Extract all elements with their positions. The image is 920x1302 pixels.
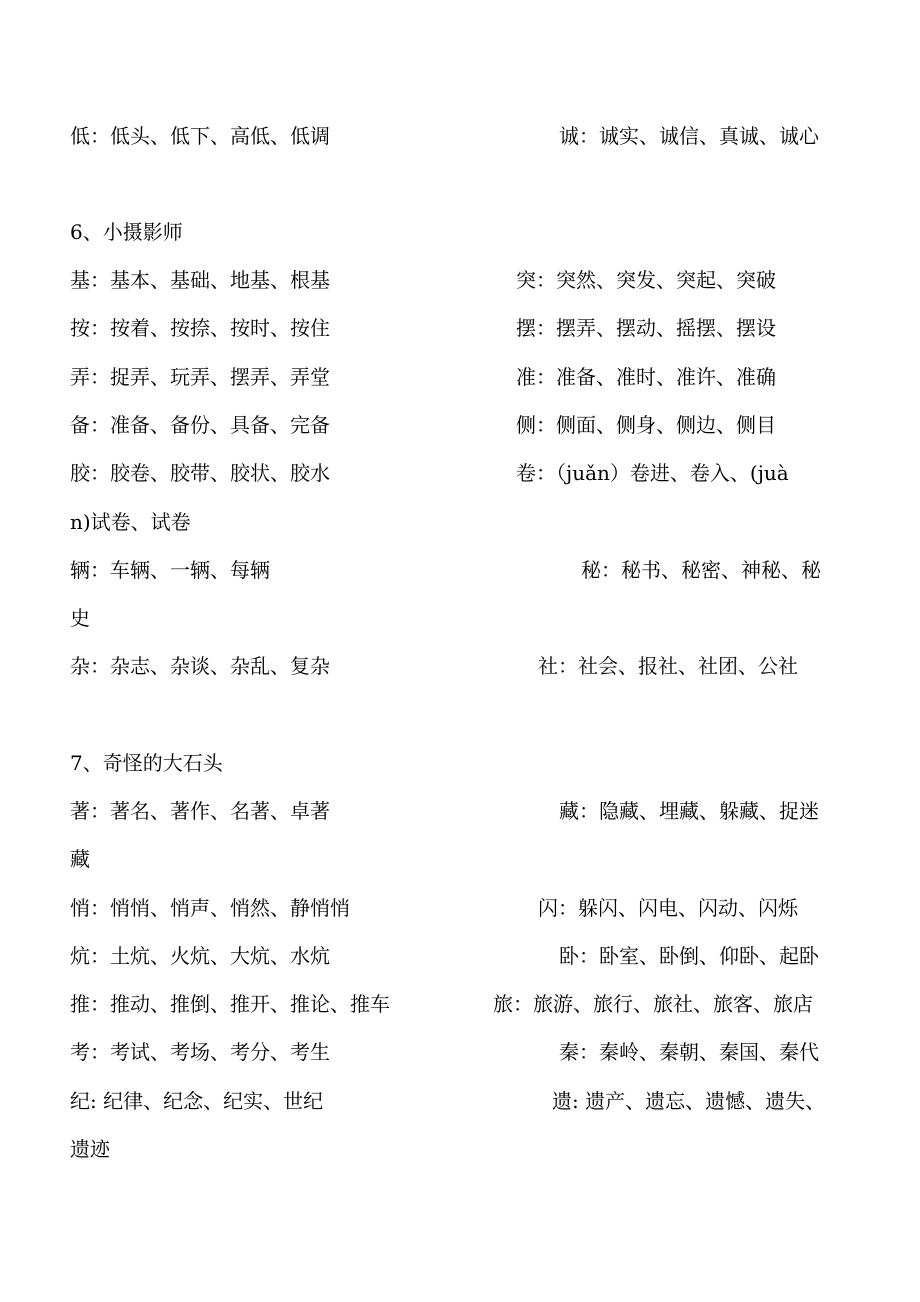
right-entry bbox=[559, 1037, 819, 1067]
section-heading: 7、奇怪的大石头 bbox=[70, 751, 223, 775]
entry-char: 侧 bbox=[516, 413, 536, 437]
entry-words: ：捉弄、玩弄、摆弄、弄堂 bbox=[90, 365, 330, 389]
right-entry bbox=[516, 362, 776, 392]
entry-char: 胶 bbox=[70, 461, 90, 485]
entry-char: 备 bbox=[70, 413, 90, 437]
right-entry bbox=[538, 651, 798, 681]
entry-char: 突 bbox=[516, 268, 536, 292]
entry-words: ：车辆、一辆、每辆 bbox=[90, 558, 270, 582]
wrapped-line: n)试卷、试卷 bbox=[70, 510, 191, 534]
wrapped-line: 遗迹 bbox=[70, 1137, 110, 1161]
entry-line bbox=[70, 362, 850, 392]
entry-words: ：准备、备份、具备、完备 bbox=[90, 413, 330, 437]
entry-char: 旅 bbox=[493, 992, 513, 1016]
entry-char: 卷 bbox=[516, 461, 536, 485]
entry-char: 辆 bbox=[70, 558, 90, 582]
entry-words: ：旅游、旅行、旅社、旅客、旅店 bbox=[513, 992, 813, 1016]
right-entry bbox=[516, 265, 776, 295]
entry-line bbox=[70, 1037, 850, 1067]
entry-words: : 纪律、纪念、纪实、世纪 bbox=[90, 1089, 324, 1113]
entry-char: 秦 bbox=[559, 1040, 579, 1064]
left-entry bbox=[70, 893, 350, 923]
entry-words: ：诚实、诚信、真诚、诚心 bbox=[579, 124, 819, 148]
entry-char: 诚 bbox=[559, 124, 579, 148]
left-entry bbox=[70, 362, 330, 392]
entry-words: ：侧面、侧身、侧边、侧目 bbox=[536, 413, 776, 437]
entry-char: 推 bbox=[70, 992, 90, 1016]
left-entry bbox=[70, 265, 330, 295]
right-entry bbox=[516, 458, 789, 488]
entry-words: ：秘书、秘密、神秘、秘 bbox=[601, 558, 821, 582]
entry-words: ：（juǎn）卷进、卷入、(juà bbox=[536, 461, 789, 485]
entry-line bbox=[70, 796, 850, 826]
entry-char: 著 bbox=[70, 799, 90, 823]
wrapped-line: 藏 bbox=[70, 847, 90, 871]
entry-words: ：秦岭、秦朝、秦国、秦代 bbox=[579, 1040, 819, 1064]
entry-words: ：社会、报社、社团、公社 bbox=[558, 654, 798, 678]
entry-words: ：胶卷、胶带、胶状、胶水 bbox=[90, 461, 330, 485]
entry-words: ：隐藏、埋藏、躲藏、捉迷 bbox=[579, 799, 819, 823]
right-entry bbox=[538, 893, 798, 923]
entry-char: 弄 bbox=[70, 365, 90, 389]
entry-words: ：土炕、火炕、大炕、水炕 bbox=[90, 944, 330, 968]
entry-char: 低 bbox=[70, 124, 90, 148]
entry-words: ：按着、按捺、按时、按住 bbox=[90, 316, 330, 340]
entry-char: 社 bbox=[538, 654, 558, 678]
left-entry bbox=[70, 651, 330, 681]
entry-line bbox=[70, 458, 850, 488]
entry-words: ：卧室、卧倒、仰卧、起卧 bbox=[579, 944, 819, 968]
right-entry bbox=[516, 410, 776, 440]
left-entry bbox=[70, 796, 330, 826]
left-entry bbox=[70, 941, 330, 971]
entry-char: 杂 bbox=[70, 654, 90, 678]
entry-char: 卧 bbox=[559, 944, 579, 968]
left-entry bbox=[70, 458, 330, 488]
entry-words: ：著名、著作、名著、卓著 bbox=[90, 799, 330, 823]
right-entry bbox=[559, 121, 819, 151]
entry-words: ：躲闪、闪电、闪动、闪烁 bbox=[558, 896, 798, 920]
left-entry bbox=[70, 555, 270, 585]
entry-line bbox=[70, 651, 850, 681]
left-entry bbox=[70, 1086, 323, 1116]
right-entry bbox=[559, 796, 819, 826]
right-entry bbox=[516, 313, 776, 343]
entry-char: 按 bbox=[70, 316, 90, 340]
entry-char: 悄 bbox=[70, 896, 90, 920]
entry-words: ：悄悄、悄声、悄然、静悄悄 bbox=[90, 896, 350, 920]
entry-char: 考 bbox=[70, 1040, 90, 1064]
left-entry bbox=[70, 1037, 330, 1067]
entry-words: ：考试、考场、考分、考生 bbox=[90, 1040, 330, 1064]
entry-line bbox=[70, 555, 850, 585]
left-entry bbox=[70, 410, 330, 440]
entry-line bbox=[70, 265, 850, 295]
entry-line bbox=[70, 410, 850, 440]
entry-char: 摆 bbox=[516, 316, 536, 340]
left-entry bbox=[70, 121, 330, 151]
entry-words: ：准备、准时、准许、准确 bbox=[536, 365, 776, 389]
entry-char: 准 bbox=[516, 365, 536, 389]
entry-line bbox=[70, 313, 850, 343]
right-entry bbox=[493, 989, 813, 1019]
section-heading: 6、小摄影师 bbox=[70, 220, 183, 244]
entry-char: 藏 bbox=[559, 799, 579, 823]
right-entry bbox=[581, 555, 821, 585]
entry-line bbox=[70, 989, 850, 1019]
right-entry bbox=[552, 1086, 825, 1116]
entry-words: ：基本、基础、地基、根基 bbox=[90, 268, 330, 292]
wrapped-line: 史 bbox=[70, 606, 90, 630]
entry-char: 基 bbox=[70, 268, 90, 292]
left-entry bbox=[70, 989, 390, 1019]
entry-words: ：突然、突发、突起、突破 bbox=[536, 268, 776, 292]
entry-char: 炕 bbox=[70, 944, 90, 968]
entry-words: ：低头、低下、高低、低调 bbox=[90, 124, 330, 148]
entry-char: 遗 bbox=[552, 1089, 572, 1113]
entry-char: 纪 bbox=[70, 1089, 90, 1113]
right-entry bbox=[559, 941, 819, 971]
entry-char: 闪 bbox=[538, 896, 558, 920]
left-entry bbox=[70, 313, 330, 343]
entry-char: 秘 bbox=[581, 558, 601, 582]
entry-words: ：推动、推倒、推开、推论、推车 bbox=[90, 992, 390, 1016]
entry-line bbox=[70, 1086, 850, 1116]
entry-words: ：杂志、杂谈、杂乱、复杂 bbox=[90, 654, 330, 678]
entry-words: ：摆弄、摆动、摇摆、摆设 bbox=[536, 316, 776, 340]
entry-line bbox=[70, 893, 850, 923]
entry-line bbox=[70, 121, 850, 151]
entry-words: : 遗产、遗忘、遗憾、遗失、 bbox=[572, 1089, 826, 1113]
entry-line bbox=[70, 941, 850, 971]
